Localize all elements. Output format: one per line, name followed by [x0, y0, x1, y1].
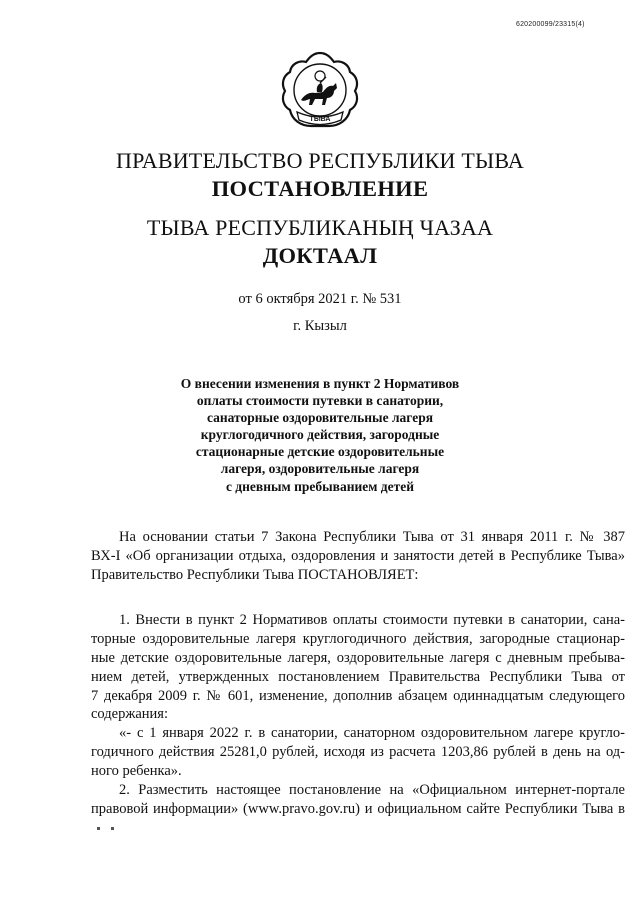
- body-line: На основании статьи 7 Закона Республики Тыва от 31 января 2011 г. № 387: [119, 529, 625, 545]
- body-line: годичного действия 25281,0 рублей, исходя из расчета 1203,86 рублей в день на од-: [91, 744, 625, 761]
- resolution-items: [91, 611, 625, 819]
- body-line: содержания:: [91, 706, 169, 723]
- title-line: с дневным пребыванием детей: [225, 478, 415, 494]
- body-line: торные оздоровительные лагеря круглогодичного действия, загородные стационар-: [91, 630, 625, 647]
- document-code: 620200099/23315(4): [516, 21, 585, 28]
- body-line: правовой информации» (www.pravo.gov.ru) и официальном сайте Республики Тыва в: [91, 800, 625, 817]
- title-line: лагеря, оздоровительные лагеря: [220, 461, 420, 477]
- government-name-russian: ПРАВИТЕЛЬСТВО РЕСПУБЛИКИ ТЫВА: [116, 148, 524, 173]
- decree-title: [150, 375, 490, 495]
- body-line: нием детей, утвержденных постановлением Правительства Республики Тыва от: [91, 668, 625, 685]
- city-name: г. Кызыл: [293, 318, 347, 334]
- title-line: стационарные детские оздоровительные: [195, 444, 445, 460]
- title-line: оплаты стоимости путевки в санатории,: [196, 393, 444, 409]
- body-line: 2. Разместить настоящее постановление на «Официальном интернет-портале: [119, 782, 625, 799]
- body-line: ного ребенка».: [91, 763, 182, 780]
- cut-off-text-fragment: [91, 826, 121, 832]
- body-line: ВХ-I «Об организации отдыха, оздоровления и занятости детей в Республике Тыва»: [91, 547, 625, 564]
- body-line: Правительство Республики Тыва ПОСТАНОВЛЯЕТ:: [91, 566, 419, 583]
- government-name-tuvan: ТЫВА РЕСПУБЛИКАНЫҢ ЧАЗАА: [146, 215, 494, 240]
- body-line: «- с 1 января 2022 г. в санатории, санаторном оздоровительном лагере кругло-: [119, 725, 625, 742]
- title-line: О внесении изменения в пункт 2 Нормативов: [180, 376, 460, 391]
- decree-type-tuvan: ДОКТААЛ: [262, 243, 378, 268]
- preamble-paragraph: [91, 528, 625, 585]
- title-line: санаторные оздоровительные лагеря: [206, 410, 434, 426]
- title-line: круглогодичного действия, загородные: [200, 427, 440, 443]
- emblem-text: ТЫВА: [309, 116, 331, 123]
- body-line: 7 декабря 2009 г. № 601, изменение, дополнив абзацем одиннадцатым следующего: [91, 687, 625, 704]
- tuva-coat-of-arms-icon: [279, 50, 361, 138]
- decree-type-russian: ПОСТАНОВЛЕНИЕ: [211, 176, 429, 201]
- body-line: 1. Внести в пункт 2 Нормативов оплаты стоимости путевки в санатории, сана-: [119, 612, 625, 628]
- body-line: ные детские оздоровительные лагеря, оздоровительные лагеря с дневным пребыва-: [91, 649, 625, 666]
- decree-date-number: от 6 октября 2021 г. № 531: [238, 291, 402, 307]
